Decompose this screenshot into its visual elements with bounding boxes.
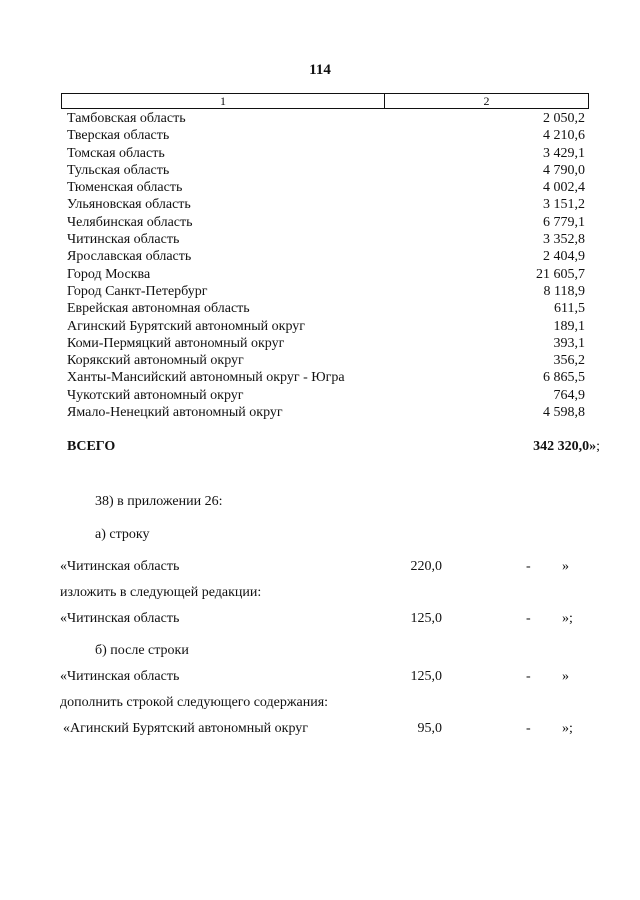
region-name: Ульяновская область [67,197,191,213]
total-value: 342 320,0» [533,439,597,454]
region-value: 4 598,8 [543,405,585,421]
region-value: 4 002,4 [543,180,585,196]
region-value: 356,2 [553,353,585,369]
amend-line-close: » [562,559,569,574]
table-row [67,196,587,213]
table-row [67,231,587,248]
amend-line-dash: - [526,611,531,626]
region-value: 764,9 [553,387,585,403]
region-name: Томская область [67,145,165,161]
region-value: 8 118,9 [543,283,585,299]
region-value: 2 404,9 [543,249,585,265]
total-label: ВСЕГО [67,439,116,454]
b-label: б) после строки [95,643,189,658]
region-value: 393,1 [553,335,585,351]
region-name: Тамбовская область [67,111,186,126]
table-row [67,352,587,369]
region-value: 3 352,8 [543,232,585,248]
amend-line-value: 125,0 [410,611,442,626]
table-header-col-1: 1 [62,94,385,108]
region-value: 21 605,7 [536,266,585,282]
amend-line-value: 125,0 [410,669,442,684]
table-row [67,248,587,265]
region-value: 3 151,2 [543,197,585,213]
table-header-col-2: 2 [483,94,490,108]
amend-line-dash: - [526,669,531,684]
region-name: Агинский Бурятский автономный округ [67,318,305,334]
region-value: 6 865,5 [543,370,585,386]
item-38: 38) в приложении 26: [95,494,223,509]
table-row [67,214,587,231]
region-value: 6 779,1 [543,214,585,230]
region-value: 2 050,2 [543,111,585,126]
page-number: 114 [309,62,331,78]
total-row [67,439,600,455]
add-text: дополнить строкой следующего содержания: [60,695,329,710]
amend-line-close: »; [562,721,573,736]
amend-line-name: «Читинская область [60,669,180,684]
region-name: Ярославская область [67,249,192,265]
amend-line-dash: - [526,559,531,574]
amend-line-close: » [562,669,569,684]
table-row [67,162,587,179]
amend-line-name: «Читинская область [60,559,180,574]
table-row [67,300,587,317]
region-value: 4 210,6 [543,128,585,144]
region-name: Тверская область [67,128,170,144]
region-name: Коми-Пермяцкий автономный округ [67,335,285,351]
region-name: Тульская область [67,162,170,178]
region-name: Город Санкт-Петербург [67,283,208,299]
region-value: 3 429,1 [543,145,585,161]
region-name: Еврейская автономная область [67,301,250,317]
region-name: Тюменская область [67,180,183,196]
amend-line-value: 95,0 [417,721,442,736]
region-name: Читинская область [67,232,180,248]
a-label: а) строку [95,527,150,542]
total-tail: ; [596,439,600,454]
table-row [67,127,587,144]
table-header [61,93,589,109]
region-name: Чукотский автономный округ [67,387,244,403]
amend-line-close: »; [562,611,573,626]
region-name: Ханты-Мансийский автономный округ - Югра [67,370,345,386]
region-name: Челябинская область [67,214,193,230]
total-value-group [533,439,600,455]
table-row [67,369,587,386]
region-name: Ямало-Ненецкий автономный округ [67,405,283,421]
table-row [67,145,587,162]
amend-line-name: «Читинская область [60,611,180,626]
table-row [67,318,587,335]
state-text: изложить в следующей редакции: [60,585,262,600]
region-value: 4 790,0 [543,162,585,178]
amend-line-value: 220,0 [410,559,442,574]
region-table [67,110,587,421]
region-value: 189,1 [553,318,585,334]
table-row [67,404,587,421]
region-name: Корякский автономный округ [67,353,244,369]
table-row [67,387,587,404]
table-row [67,266,587,283]
region-name: Город Москва [67,266,151,282]
region-value: 611,5 [554,301,585,317]
table-row [67,283,587,300]
table-row [67,179,587,196]
amend-line-dash: - [526,721,531,736]
amend-line-name: «Агинский Бурятский автономный округ [63,721,308,736]
table-row [67,335,587,352]
table-row [67,110,587,127]
